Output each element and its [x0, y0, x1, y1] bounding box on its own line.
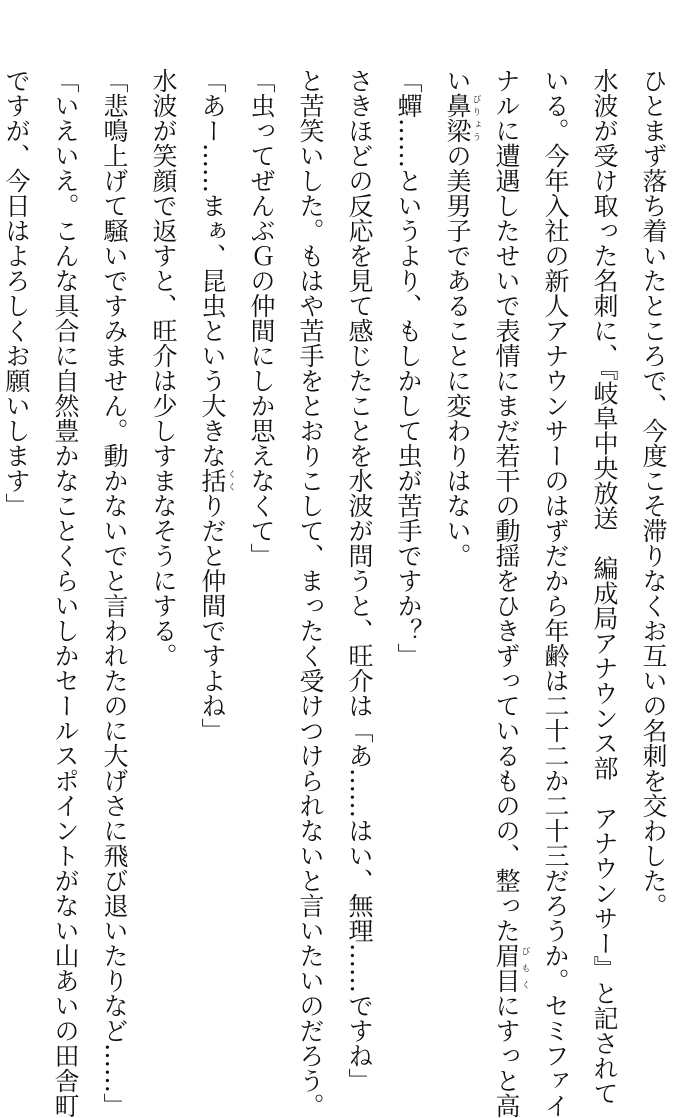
text-line — [629, 68, 678, 968]
text-run: ですが、今日はよろしくお願いします」 — [2, 68, 31, 518]
text-run: りだと仲間ですよね」 — [198, 493, 227, 743]
text-run: 「いえいえ。こんな具合に自然豊かなことくらいしかセールスポイントがない山あいの田舎町 — [51, 68, 80, 1118]
ruby-annotation — [443, 93, 481, 143]
text-line — [335, 68, 384, 1093]
text-run: い — [443, 68, 472, 93]
text-line — [139, 68, 188, 968]
text-run: 水波が受け取った名刺に、『岐阜中央放送 編成局アナウンス部 アナウンサー』と記されて — [590, 68, 619, 1106]
text-run: いる。今年入社の新人アナウンサーのはずだから年齢は二十二か二十三だろうか。セミファイ — [541, 68, 570, 1118]
text-line — [580, 68, 629, 1106]
text-line — [90, 68, 139, 1118]
text-line — [41, 68, 90, 1118]
text-run: ナルに遭遇したせいで表情にまだ若干の動揺をひきずっているものの、整った — [492, 68, 521, 943]
ruby-base: 鼻梁 — [443, 93, 472, 143]
text-run: 「悲鳴上げて騒いですみません。動かないでと言われたのに大げさに飛び退いたりなど……」 — [100, 68, 129, 1118]
ruby-base: 眉目 — [492, 943, 521, 993]
text-line — [433, 68, 482, 968]
text-run: 「虫ってぜんぶＧの仲間にしか思えなくて」 — [247, 68, 276, 568]
text-line — [188, 68, 237, 968]
text-run: さきほどの反応を見て感じたことを水波が問うと、旺介は「あ……はい、無理……ですね」 — [345, 68, 374, 1093]
text-line — [531, 68, 580, 1118]
ruby-reading: くく — [225, 468, 236, 493]
ruby-reading: びりょう — [470, 93, 481, 143]
text-run: 「あー……まぁ、昆虫という大きな — [198, 68, 227, 468]
vertical-text-body — [0, 68, 678, 1118]
text-line — [482, 68, 531, 1118]
text-run: にすっと高 — [492, 993, 521, 1118]
text-run: の美男子であることに変わりはない。 — [443, 143, 472, 568]
ruby-reading: びもく — [519, 943, 530, 993]
text-run: 水波が笑顔で返すと、旺介は少しすまなそうにする。 — [149, 68, 178, 668]
ruby-annotation — [492, 943, 530, 993]
text-run: 「蟬……というより、もしかして虫が苦手ですか？」 — [394, 68, 423, 668]
ruby-base: 括 — [198, 468, 227, 493]
text-line — [286, 68, 335, 1118]
text-run: と苦笑いした。もはや苦手をとおりこして、まったく受けつけられないと言いたいのだろう。 — [296, 68, 325, 1118]
text-line — [384, 68, 433, 968]
text-line — [0, 68, 41, 968]
text-run: ひとまず落ち着いたところで、今度こそ滞りなくお互いの名刺を交わした。 — [639, 68, 668, 918]
ruby-annotation — [198, 468, 236, 493]
text-line — [237, 68, 286, 968]
